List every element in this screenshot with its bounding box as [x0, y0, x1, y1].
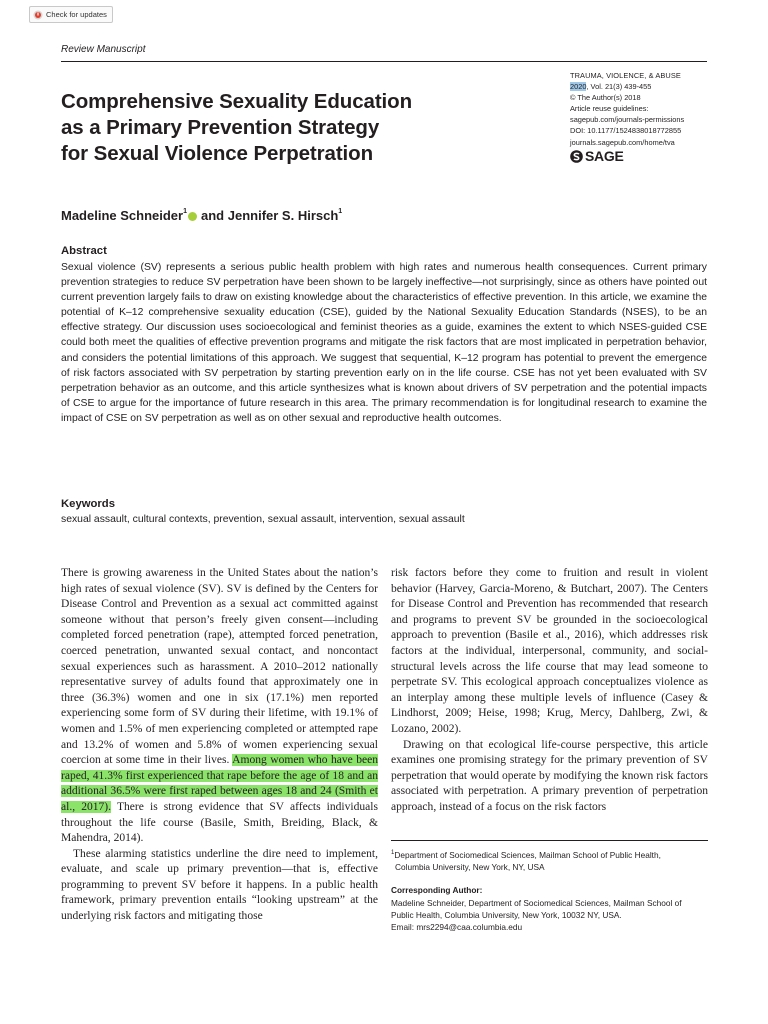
check-for-updates-button[interactable] — [29, 6, 113, 23]
author-2-name: Jennifer S. Hirsch — [227, 208, 339, 223]
check-for-updates-label: Check for updates — [46, 10, 107, 19]
sage-logo — [570, 147, 684, 164]
footnote-line-2: Columbia University, New York, NY, USA — [395, 861, 545, 872]
journal-home-link[interactable]: journals.sagepub.com/home/tva — [570, 137, 675, 147]
corresponding-line-2: Public Health, Columbia University, New York, 10032 NY, USA. — [391, 910, 622, 920]
journal-permissions-link[interactable]: sagepub.com/journals-permissions — [570, 115, 685, 125]
highlighted-text: Among women who have been raped, 41.3% first experienced that rape before the age of 18 and an additional 36.5% were first raped between ages 18 and 24 (Smith et al., 2017). — [61, 754, 378, 813]
footnote-divider — [391, 840, 708, 841]
author-1-affiliation: 1 — [183, 208, 187, 215]
keywords-heading: Keywords — [61, 498, 115, 510]
author-conjunction: and — [201, 208, 225, 223]
corresponding-email[interactable]: Email: mrs2294@caa.columbia.edu — [391, 922, 523, 932]
journal-reuse: Article reuse guidelines: — [570, 104, 649, 114]
footnote-line-1: Department of Sociomedical Sciences, Mailman School of Public Health, — [394, 849, 661, 860]
corresponding-author-details — [391, 897, 711, 933]
keywords-text: sexual assault, cultural contexts, prevention, sexual assault, intervention, sexual assault — [61, 514, 465, 525]
body-paragraph: risk factors before they come to fruition and result in violent behavior (Harvey, Garcia-Moreno, & Butchart, 2007). The Centers for Disease Control and Prevention has recommended that research and programs to prevent SV be grounded in the socioecological approach to prevention (Basile et al., 2016), which addresses risk factors at the individual, interpersonal, community, and social-structural levels across the life course that may lead someone to perpetrate SV. This ecological approach conceptualizes violence as an interplay among these multiple levels of influence (Casey & Lindhorst, 2009; Heise, 1998; Krug, Mercy, Dahlberg, Zwi, & Lozano, 2002). — [391, 567, 708, 735]
sage-logo-icon — [570, 150, 583, 163]
body-left-column — [61, 566, 378, 925]
abstract-heading: Abstract — [61, 245, 107, 257]
body-text: There is growing awareness in the United States about the nation’s high rates of sexual violence (SV). SV is defined by the Centers for Disease Control and Prevention as a sexual act committed against someone without that person’s freely given consent—including completed forced penetration (rape), attempted forced penetration, coerced penetration, unwanted sexual contact, and noncontact sexual experiences such as harassment. A 2010–2012 nationally representative survey of adults found that approximately one in three (36.3%) women and one in six (17.1%) men reported experiencing some form of SV during their lifetime, with 19.1% of women and 1.5% of men experiencing completed or attempted rape and 13.2% of women and 5.8% of women experiencing sexual coercion at some time in their lives. — [61, 567, 378, 767]
author-line — [61, 208, 342, 223]
body-paragraph: These alarming statistics underline the dire need to implement, evaluate, and scale up primary prevention—that is, effective programming to prevent SV before it happens. In a public health framework, primary prevention entails “looking upstream” at the underlying risk factors and mitigating those — [61, 847, 378, 923]
journal-volume: , Vol. 21(3) 439-455 — [586, 82, 652, 92]
article-title — [61, 89, 491, 167]
body-text: There is strong evidence that SV affects individuals throughout the life course (Basile, Smith, Breiding, Black, & Mahendra, 2014). — [61, 800, 378, 845]
journal-doi[interactable]: DOI: 10.1177/1524838018772855 — [570, 126, 682, 136]
orcid-icon[interactable] — [188, 212, 197, 221]
body-right-column — [391, 566, 708, 816]
corresponding-author-heading: Corresponding Author: — [391, 885, 483, 895]
journal-name: TRAUMA, VIOLENCE, & ABUSE — [570, 71, 681, 80]
title-line-1: Comprehensive Sexuality Education — [61, 90, 412, 113]
section-label: Review Manuscript — [61, 44, 146, 55]
author-2-affiliation: 1 — [338, 208, 343, 215]
journal-info — [570, 70, 684, 163]
author-1-name: Madeline Schneider — [61, 208, 184, 223]
journal-year: 2020 — [570, 82, 587, 92]
journal-volume-line — [570, 81, 684, 92]
title-line-2: as a Primary Prevention Strategy — [61, 116, 380, 139]
body-paragraph: Drawing on that ecological life-course perspective, this article examines one promising strategy for the primary prevention of SV perpetration that would operate by modifying the known risk factors associated with perpetration. A primary prevention of perpetration approach, instead of a focus on the risk factors — [391, 738, 708, 813]
abstract-text: Sexual violence (SV) represents a serious public health problem with high rates and numerous health consequences. Current primary prevention strategies to reduce SV perpetration have been shown to be largely ineffective—not surprisingly, since as others have pointed out current prevention largely fails to draw on existing knowledge about the characteristics of effective prevention. In this article, we examine the potential of K–12 comprehensive sexuality education (CSE), guided by the National Sexuality Education Standards (NSES), to be an effective strategy. Our discussion uses socioecological and feminist theories as a guide, examines the extent to which NSES-guided CSE could both meet the qualities of effective prevention programs and mitigate the risk factors that are most implicated in perpetration behavior, and considers the potential limitations of this approach. We suggest that sequential, K–12 program has potential to prevent the emergence of risk factors associated with SV perpetration by starting prevention early on in the life course. CSE has not yet been evaluated with SV perpetration behavior as an outcome, and this article synthesizes what is known about drivers of SV perpetration and the potential impacts of CSE to argue for the importance of future research in this area. The primary recommendation is for longitudinal research to examine the impact of CSE on SV perpetration as well as on other sexual and reproductive health outcomes. — [61, 262, 707, 424]
title-line-3: for Sexual Violence Perpetration — [61, 142, 373, 165]
journal-copyright: © The Author(s) 2018 — [570, 93, 641, 103]
update-badge-icon — [33, 10, 43, 20]
sage-logo-text: SAGE — [585, 147, 624, 164]
body-paragraph — [61, 566, 378, 847]
footnote-marker: 1 — [391, 850, 395, 856]
corresponding-line-1: Madeline Schneider, Department of Sociomedical Sciences, Mailman School of — [391, 898, 682, 908]
affiliation-footnote — [391, 847, 711, 873]
header-divider — [61, 61, 707, 62]
